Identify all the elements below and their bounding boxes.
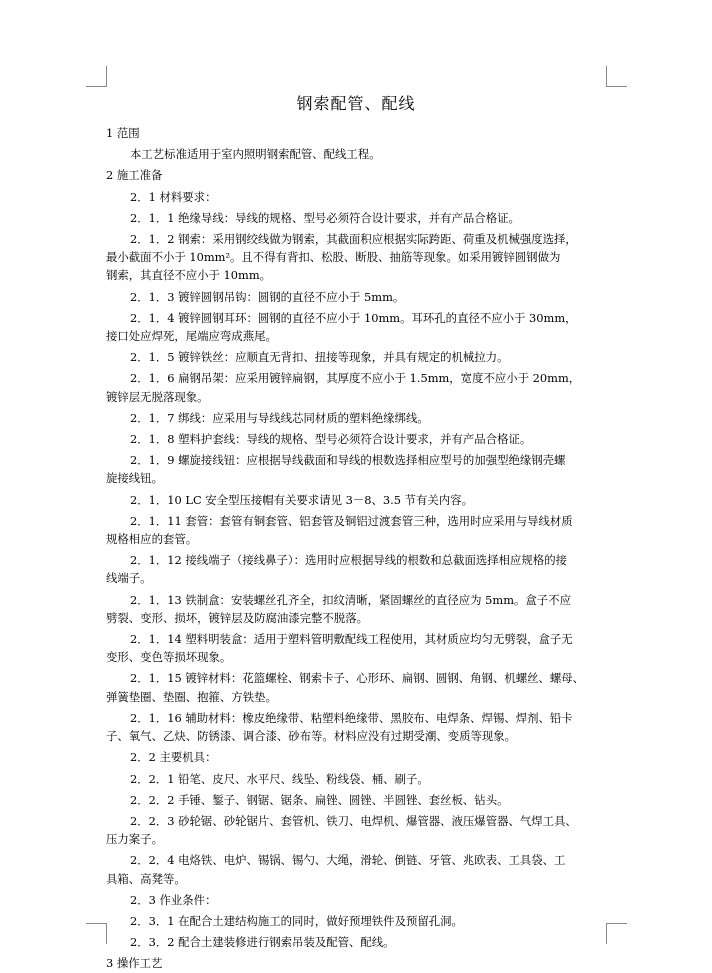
crop-mark-bottom-right — [606, 923, 627, 944]
paragraph-line: 压力案子。 — [106, 832, 163, 847]
paragraph-line: 线端子。 — [106, 571, 152, 586]
paragraph-line: 2．1．6 扁钢吊架：应采用镀锌扁钢，其厚度不应小于 1.5mm，宽度不应小于 20mm， — [130, 371, 581, 386]
paragraph-line: 2．2．3 砂轮锯、砂轮锯片、套管机、铁刀、电焊机、爆管器、液压爆管器、气焊工具、 — [130, 813, 577, 828]
paragraph-line: 弹簧垫圈、垫圈、抱箍、方铁垫。 — [106, 689, 277, 704]
paragraph-line: 2．1．16 辅助材料：橡皮绝缘带、粘塑料绝缘带、黑胶布、电焊条、焊锡、焊剂、铅卡 — [130, 710, 573, 725]
paragraph-line: 2．1．7 绑线：应采用与导线线芯同材质的塑料绝缘绑线。 — [130, 410, 429, 425]
paragraph-line: 具箱、高凳等。 — [106, 871, 186, 886]
paragraph-line: 2．1．11 套管：套管有铜套管、铝套管及铜铝过渡套管三种，选用时应采用与导线材质 — [130, 513, 573, 528]
paragraph-line: 2．1．9 螺旋接线钮：应根据导线截面和导线的根数选择相应型号的加强型绝缘钢壳螺 — [130, 453, 566, 468]
paragraph-line: 2．2．4 电烙铁、电炉、锡锅、锡勺、大绳，滑轮、倒链、牙管、兆欧表、工具袋、工 — [130, 853, 566, 868]
subsection-heading: 2．2 主要机具： — [130, 750, 217, 765]
paragraph-line: 镀锌层无脱落现象。 — [106, 389, 209, 404]
paragraph-line: 2．1．8 塑料护套线：导线的规格、型号必须符合设计要求，并有产品合格证。 — [130, 432, 532, 447]
paragraph-line: 钢索，其直径不应小于 10mm。 — [106, 268, 272, 283]
paragraph-line: 子、氧气、乙炔、防锈漆、调合漆、砂布等。材料应没有过期受潮、变质等现象。 — [106, 729, 517, 744]
document-page — [106, 90, 606, 973]
section-heading: 2 施工准备 — [106, 168, 163, 183]
paragraph-line: 2．1．5 镀锌铁丝：应顺直无背扣、扭接等现象，并具有规定的机械拉力。 — [130, 350, 509, 365]
paragraph-line: 最小截面不小于 10mm²。且不得有背扣、松股、断股、抽筋等现象。如采用镀锌圆钢做为 — [106, 250, 561, 265]
paragraph-line: 接口处应焊死，尾端应弯成燕尾。 — [106, 329, 277, 344]
paragraph-line: 2．1．2 钢索：采用钢绞线做为钢索，其截面积应根据实际跨距、荷重及机械强度选择， — [130, 232, 577, 247]
paragraph-line: 2．1．13 铁制盒：安装螺丝孔齐全，扣纹清晰，紧固螺丝的直径应为 5mm。盒子不应 — [130, 592, 571, 607]
paragraph-line: 2．1．14 塑料明装盒：适用于塑料管明敷配线工程使用，其材质应均匀无劈裂，盒子无 — [130, 632, 573, 647]
crop-mark-top-left — [86, 66, 107, 87]
paragraph-line: 旋接线钮。 — [106, 471, 163, 486]
paragraph-line: 本工艺标准适用于室内照明钢索配管、配线工程。 — [130, 147, 381, 162]
paragraph-line: 规格相应的套管。 — [106, 532, 198, 547]
subsection-heading: 2．1 材料要求： — [130, 189, 217, 204]
paragraph-line: 2．1．4 镀锌圆钢耳环：圆钢的直径不应小于 10mm。耳环孔的直径不应小于 30mm， — [130, 310, 577, 325]
document-title: 钢索配管、配线 — [296, 94, 416, 113]
document-body — [106, 124, 606, 973]
section-heading: 3 操作工艺 — [106, 956, 163, 971]
crop-mark-bottom-left — [86, 923, 107, 944]
paragraph-line: 劈裂、变形、损坏，镀锌层及防腐油漆完整不脱落。 — [106, 610, 368, 625]
paragraph-line: 2．1．1 绝缘导线：导线的规格、型号必须符合设计要求，并有产品合格证。 — [130, 210, 520, 225]
paragraph-line: 2．3．1 在配合土建结构施工的同时，做好预埋铁件及预留孔洞。 — [130, 913, 463, 928]
section-heading: 1 范围 — [106, 126, 140, 140]
paragraph-line: 2．2．1 铅笔、皮尺、水平尺、线坠、粉线袋、桶、刷子。 — [130, 771, 429, 786]
crop-mark-top-right — [606, 66, 627, 87]
paragraph-line: 变形、变色等损坏现象。 — [106, 650, 232, 665]
paragraph-line: 2．1．12 接线端子（接线鼻子）：选用时应根据导线的根数和总截面选择相应规格的接 — [130, 553, 567, 568]
paragraph-line: 2．1．10 LC 安全型压接帽有关要求请见 3－8、3.5 节有关内容。 — [130, 492, 473, 507]
paragraph-line: 2．1．15 镀锌材料：花篮螺栓、钢索卡子、心形环、扁钢、圆钢、角钢、机螺丝、螺母、 — [130, 671, 585, 686]
paragraph-line: 2．2．2 手锤、錾子、钢锯、锯条、扁锉、圆锉、半圆锉、套丝板、钻头。 — [130, 792, 509, 807]
paragraph-line: 2．3．2 配合土建装修进行钢索吊装及配管、配线。 — [130, 935, 395, 950]
paragraph-line: 2．1．3 镀锌圆钢吊钩：圆钢的直径不应小于 5mm。 — [130, 289, 405, 304]
subsection-heading: 2．3 作业条件： — [130, 892, 217, 907]
